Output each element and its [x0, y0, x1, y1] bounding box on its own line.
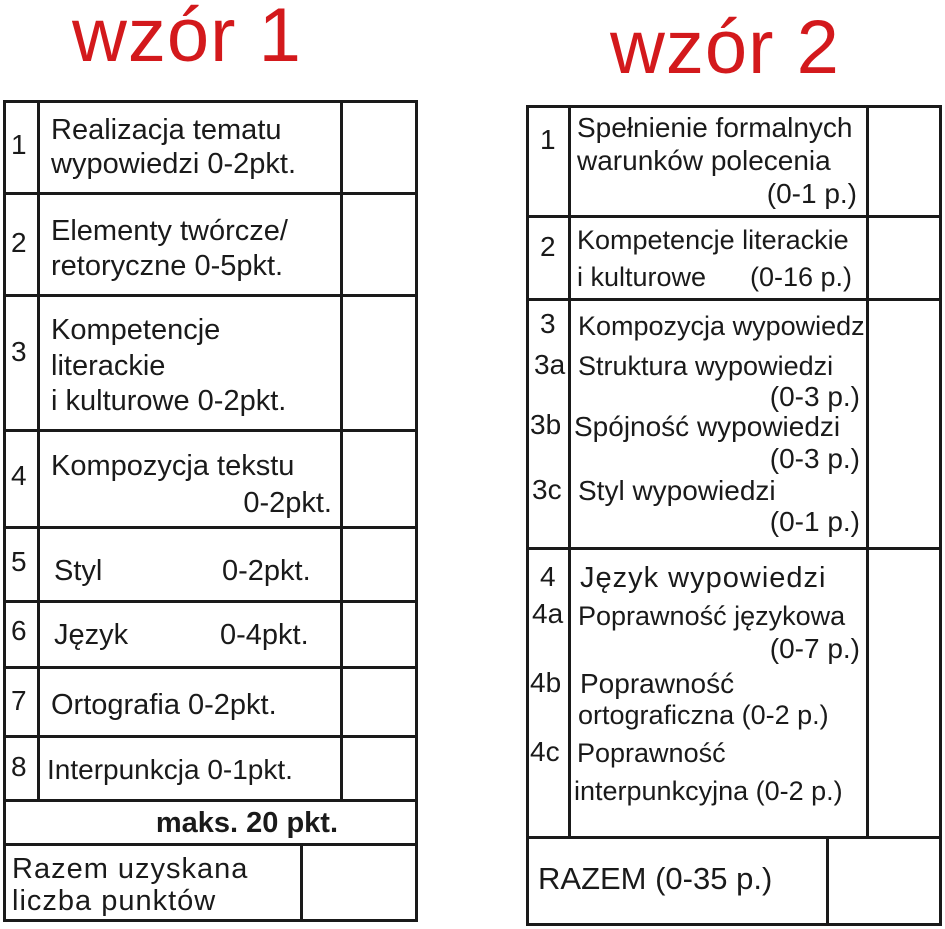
row-divider — [3, 735, 418, 738]
row-divider — [3, 666, 418, 669]
criterion-label: Spójność wypowiedzi — [574, 411, 841, 442]
pattern-2-title: wzór 2 — [610, 5, 840, 90]
criterion-label: literackie — [51, 350, 166, 382]
row-number: 7 — [11, 685, 27, 716]
row-divider — [3, 526, 418, 529]
criterion-points: (0-7 p.) — [769, 633, 860, 664]
criterion-points: (0-16 p.) — [750, 262, 853, 292]
total-label: Razem uzyskana — [12, 853, 249, 885]
criterion-points: 0-2pkt. — [222, 555, 311, 587]
row-number: 5 — [11, 546, 27, 577]
criterion-label: Spełnienie formalnych — [577, 112, 853, 143]
criterion-label: Elementy twórcze/ — [51, 215, 288, 247]
criterion-label: Interpunkcja 0-1pkt. — [47, 754, 293, 785]
criterion-points: (0-3 p.) — [769, 443, 860, 474]
criterion-label: i kulturowe 0-2pkt. — [51, 385, 287, 417]
criterion-label: Kompetencje literackie — [577, 225, 849, 255]
max-points: maks. 20 pkt. — [155, 807, 338, 839]
row-divider — [3, 192, 418, 195]
row-number: 1 — [11, 129, 27, 160]
total-label: RAZEM (0-35 p.) — [538, 861, 773, 896]
criterion-label: Poprawność — [577, 738, 726, 768]
criterion-points: (0-3 p.) — [769, 381, 860, 412]
criterion-points: (0-1 p.) — [766, 178, 857, 209]
row-divider — [3, 843, 418, 846]
criterion-label: Ortografia 0-2pkt. — [51, 689, 277, 721]
row-number: 2 — [540, 231, 556, 262]
criterion-label: wypowiedzi 0-2pkt. — [51, 148, 296, 180]
row-number: 3c — [532, 474, 562, 505]
row-number: 4b — [530, 667, 562, 698]
row-number: 4c — [530, 736, 560, 767]
row-number: 1 — [540, 124, 556, 155]
criterion-label: interpunkcyjna (0-2 p.) — [574, 776, 843, 806]
pattern-1-title: wzór 1 — [72, 0, 302, 78]
table-1-total-divider — [300, 845, 303, 922]
criterion-points: 0-2pkt. — [243, 487, 332, 519]
total-label: liczba punktów — [12, 885, 217, 917]
row-number: 3b — [530, 409, 562, 440]
criterion-label: Poprawność — [580, 668, 735, 699]
row-number: 4 — [540, 561, 556, 592]
row-number: 3a — [534, 349, 566, 380]
criterion-label: Kompetencje — [51, 314, 221, 346]
row-divider — [3, 429, 418, 432]
row-number: 3 — [11, 336, 27, 367]
row-number: 8 — [11, 751, 27, 782]
criterion-label: Styl wypowiedzi — [578, 475, 776, 506]
criterion-label: Język — [54, 619, 129, 651]
row-divider — [3, 600, 418, 603]
criterion-label: Język wypowiedzi — [580, 562, 827, 594]
criterion-label: Styl — [54, 555, 103, 587]
row-number: 4a — [532, 598, 564, 629]
row-number: 4 — [11, 460, 27, 491]
row-divider — [3, 294, 418, 297]
row-divider — [526, 298, 942, 301]
criterion-label: Realizacja tematu — [51, 114, 282, 146]
table-1-number-column-divider — [37, 100, 40, 801]
criterion-points: 0-4pkt. — [220, 619, 309, 651]
row-number: 2 — [11, 227, 27, 258]
criterion-label: Kompozycja tekstu — [51, 450, 295, 482]
criterion-label: i kulturowe — [577, 262, 707, 292]
criterion-label: Struktura wypowiedzi — [578, 351, 834, 381]
table-2-total-divider — [826, 837, 829, 926]
criterion-points: (0-1 p.) — [769, 506, 860, 537]
row-divider — [3, 799, 418, 802]
table-1-score-column-divider — [340, 100, 343, 801]
criterion-label: Poprawność językowa — [578, 601, 846, 631]
row-divider — [526, 547, 942, 550]
criterion-label: retoryczne 0-5pkt. — [51, 250, 284, 282]
row-divider — [526, 215, 942, 218]
row-number: 3 — [540, 308, 556, 339]
row-divider — [526, 836, 942, 839]
criterion-label: Kompozycja wypowiedzi — [578, 311, 871, 341]
criterion-label: ortograficzna (0-2 p.) — [578, 700, 829, 730]
criterion-label: warunków polecenia — [577, 145, 831, 176]
row-number: 6 — [11, 615, 27, 646]
